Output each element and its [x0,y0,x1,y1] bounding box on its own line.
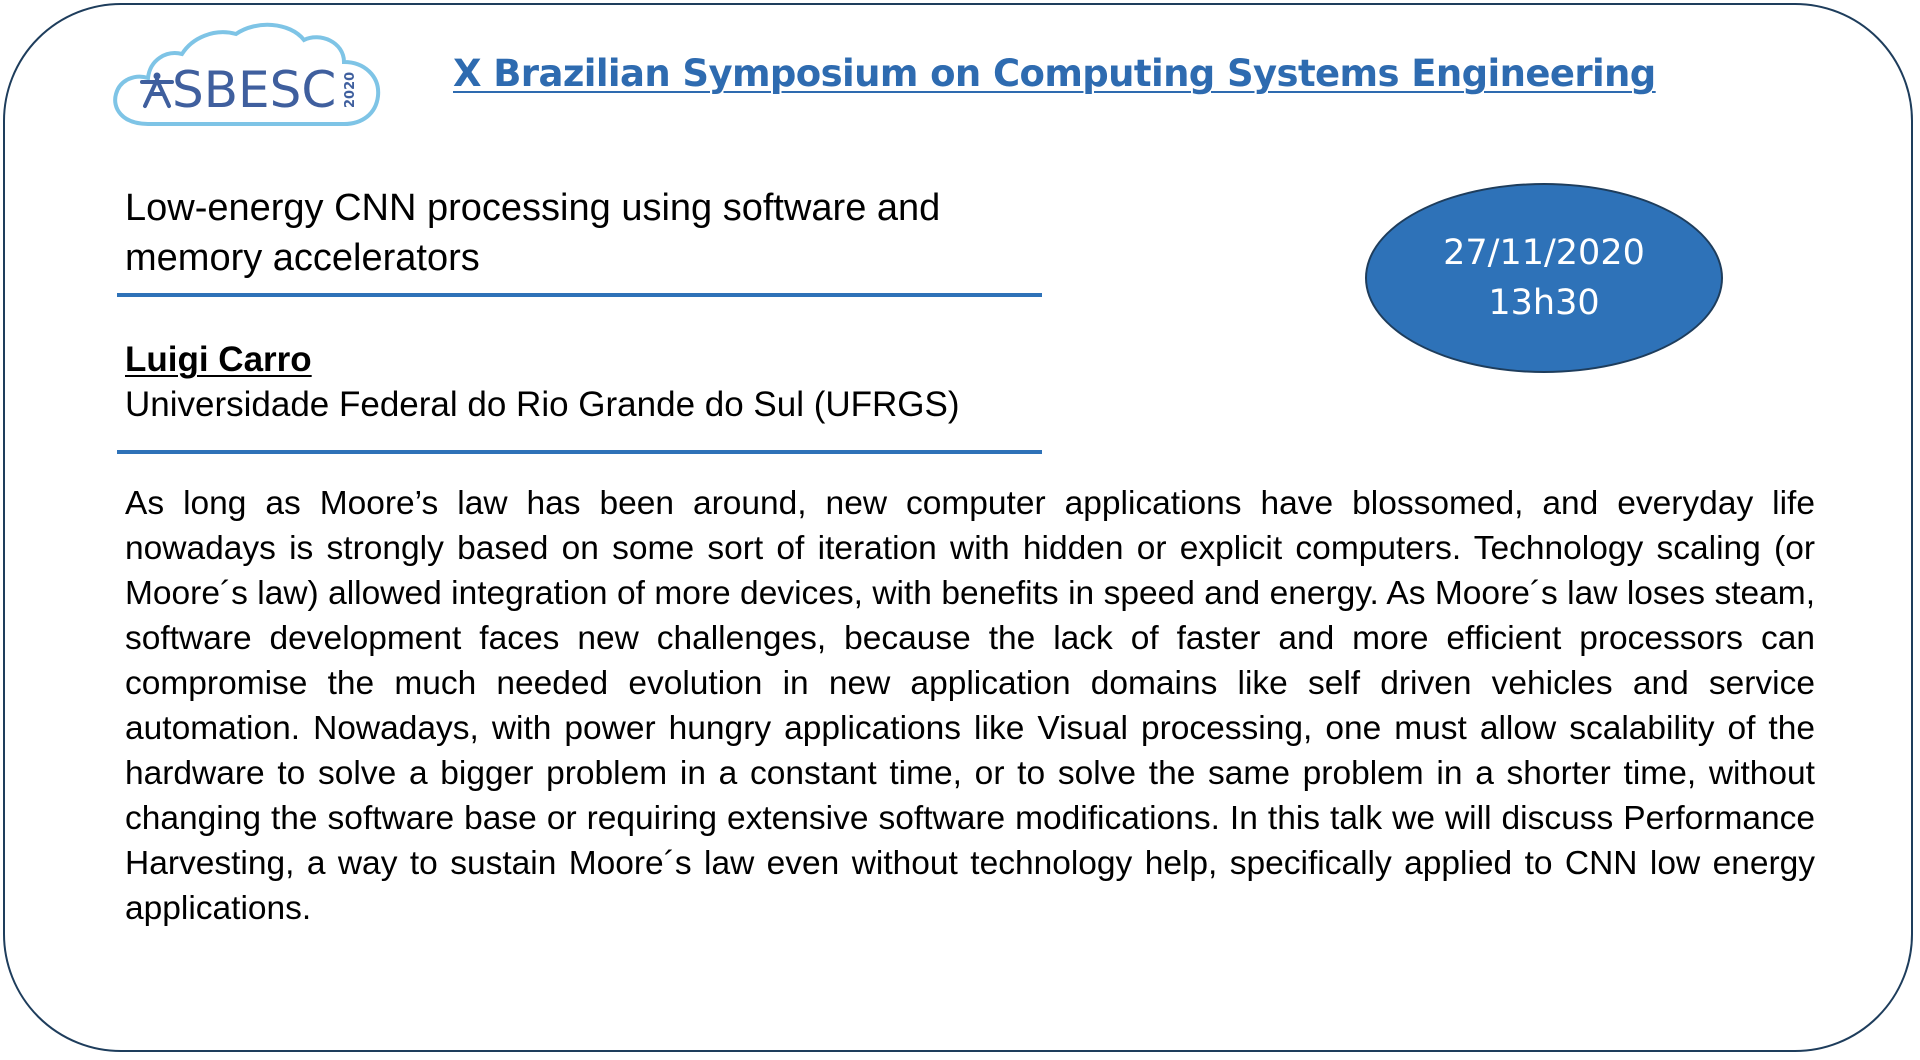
logo-text: SBESC [172,61,337,119]
speaker-name: Luigi Carro [125,340,312,379]
talk-title: Low-energy CNN processing using software and memory accelerators [125,187,941,279]
divider [117,450,1042,454]
speaker-affiliation: Universidade Federal do Rio Grande do Sul (UFRGS) [125,385,960,424]
talk-time: 13h30 [1488,283,1600,323]
divider [117,293,1042,297]
schedule-badge [1365,183,1723,373]
talk-date: 27/11/2020 [1443,233,1645,273]
logo-year: 2020 [343,71,358,108]
sbesc-logo [108,16,386,138]
talk-abstract: As long as Moore’s law has been around, new computer applications have blossomed, and everyday life nowadays is strongly based on some sort of iteration with hidden or explicit computers. Technology scaling (or Moore´s law) allowed integration of more devices, with benefits in speed and energy. As Moore´s law loses steam, software development faces new challenges, because the lack of faster and more efficient processors can compromise the much needed evolution in new application domains like self driven vehicles and service automation. Nowadays, with power hungry applications like Visual processing, one must allow scalability of the hardware to solve a bigger problem in a constant time, or to solve the same problem in a shorter time, without changing the software base or requiring extensive software modifications. In this talk we will discuss Performance Harvesting, a way to sustain Moore´s law even without technology help, specifically applied to CNN low energy applications. [125,485,1815,927]
symposium-title: X Brazilian Symposium on Computing Systems Engineering [453,52,1656,95]
